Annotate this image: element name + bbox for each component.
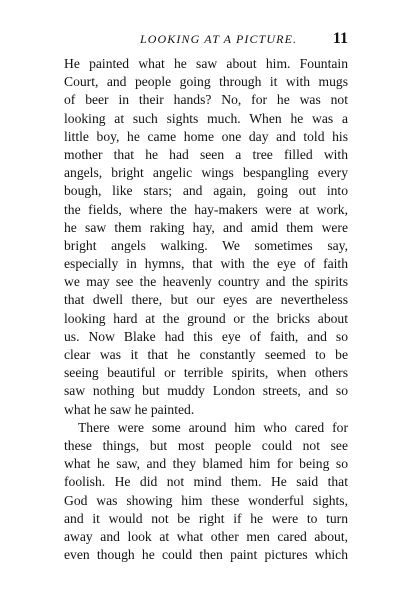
text-line: even though he could then paint pictures which	[64, 547, 348, 563]
page-header	[64, 32, 348, 52]
text-line: looking at such sights much. When he was a	[64, 110, 348, 126]
text-line: we may see the heavenly country and the spirits	[64, 274, 348, 290]
text-line: us. Now Blake had this eye of faith, and so	[64, 328, 348, 344]
page-number: 11	[332, 30, 348, 47]
text-line: little boy, he came home one day and told his	[64, 128, 348, 144]
text-line: the fields, where the hay-makers were at work,	[64, 201, 348, 217]
running-title: LOOKING AT A PICTURE.	[140, 32, 298, 46]
text-line: bough, like stars; and again, going out into	[64, 183, 348, 199]
paragraph-2	[64, 419, 348, 565]
text-line: God was showing him these wonderful sights,	[64, 492, 348, 508]
text-line: foolish. He did not mind them. He said that	[64, 474, 348, 490]
text-line: There were some around him who cared for	[78, 419, 348, 435]
text-line: what he saw he painted.	[64, 401, 195, 417]
text-line: especially in hymns, that with the eye of faith	[64, 256, 348, 272]
text-line: bright angels walking. We sometimes say,	[64, 237, 348, 253]
text-line: mother that he had seen a tree filled with	[64, 146, 348, 162]
text-line: He painted what he saw about him. Fountain	[64, 56, 348, 71]
text-line: these things, but most people could not see	[64, 437, 348, 453]
text-line: he saw them raking hay, and amid them were	[64, 219, 348, 235]
paragraph-1	[64, 55, 348, 419]
text-line: seeing beautiful or terrible spirits, when others	[64, 365, 348, 381]
text-line: saw nothing but muddy London streets, and so	[64, 383, 348, 399]
text-line: what he saw, and they blamed him for being so	[64, 456, 348, 472]
text-line: Court, and people going through it with mugs	[64, 74, 348, 90]
text-line: looking hard at the ground or the bricks about	[64, 310, 348, 326]
text-line: angels, bright angelic wings bespangling every	[64, 165, 348, 181]
text-line: clear was it that he constantly seemed to be	[64, 347, 348, 362]
body-text	[64, 55, 348, 564]
text-line: that dwell there, but our eyes are nevertheless	[64, 292, 348, 308]
text-line: and it would not be right if he were to turn	[64, 510, 348, 526]
text-line: of beer in their hands? No, for he was not	[64, 92, 348, 108]
text-line: away and look at what other men cared about,	[64, 528, 348, 544]
